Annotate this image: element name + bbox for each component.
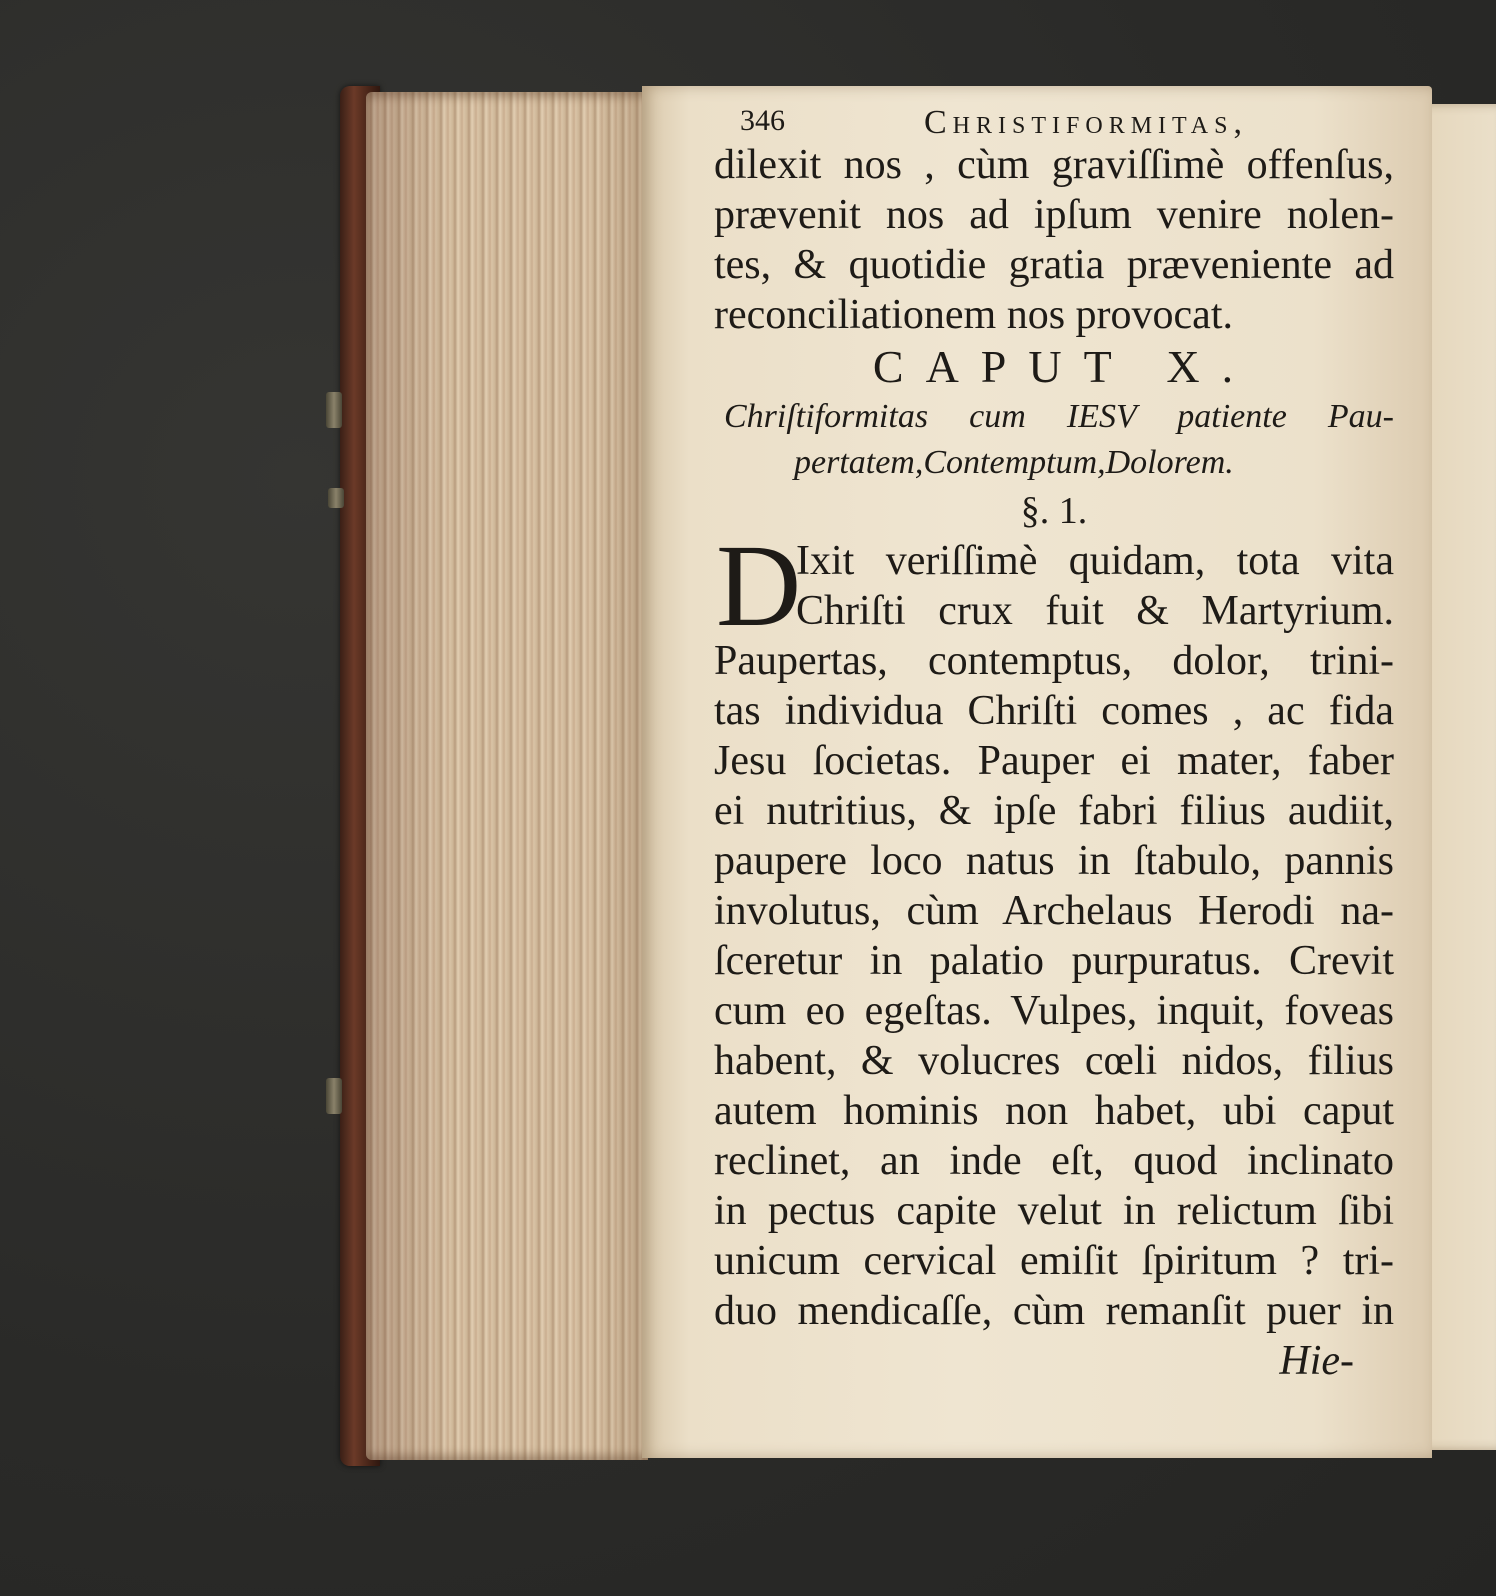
text-line: ei nutritius, & ipſe fabri filius audiit, (714, 788, 1394, 834)
text-line: reconciliationem nos provocat. (714, 292, 1233, 338)
chapter-subtitle-line: pertatem,Contemptum,Dolorem. (794, 444, 1234, 481)
text-line: unicum cervical emiſit ſpiritum ? tri- (714, 1238, 1394, 1284)
clasp-middle (328, 488, 344, 508)
text-line: duo mendicaſſe, cùm remanſit puer in (714, 1288, 1394, 1334)
text-line: ſceretur in palatio purpuratus. Crevit (714, 938, 1394, 984)
text-line: dilexit nos , cùm graviſſimè offenſus, (714, 142, 1394, 188)
text-line: tas individua Chriſti comes , ac fida (714, 688, 1394, 734)
text-line: Chriſti crux fuit & Martyrium. (796, 588, 1394, 634)
text-line: involutus, cùm Archelaus Herodi na- (714, 888, 1394, 934)
running-title: Christiformitas, (924, 104, 1248, 141)
chapter-subtitle-line: Chriſtiformitas cum IESV patiente Pau- (724, 398, 1394, 435)
catchword: Hie- (1279, 1338, 1354, 1384)
text-line: tes, & quotidie gratia præveniente ad (714, 242, 1394, 288)
running-head (714, 96, 1394, 148)
page-number: 346 (740, 104, 785, 137)
clasp-upper (326, 392, 342, 428)
text-line: Ixit veriſſimè quidam, tota vita (796, 538, 1394, 584)
drop-cap: D (716, 520, 802, 651)
text-line: habent, & volucres cœli nidos, filius (714, 1038, 1394, 1084)
page-block-edges (366, 92, 648, 1460)
section-mark: §. 1. (1020, 490, 1088, 532)
page-text (714, 96, 1394, 1386)
paragraph (714, 520, 1394, 1336)
text-line: cum eo egeſtas. Vulpes, inquit, foveas (714, 988, 1394, 1034)
clasp-lower (326, 1078, 342, 1114)
text-line: paupere loco natus in ſtabulo, pannis (714, 838, 1394, 884)
text-line: Paupertas, contemptus, dolor, trini- (714, 638, 1394, 684)
text-line: prævenit nos ad ipſum venire nolen- (714, 192, 1394, 238)
text-line: in pectus capite velut in relictum ſibi (714, 1188, 1394, 1234)
chapter-title: CAPUT X. (872, 341, 1256, 392)
text-line: autem hominis non habet, ubi caput (714, 1088, 1394, 1134)
text-line: Jesu ſocietas. Pauper ei mater, faber (714, 738, 1394, 784)
text-line: reclinet, an inde eſt, quod inclinato (714, 1138, 1394, 1184)
